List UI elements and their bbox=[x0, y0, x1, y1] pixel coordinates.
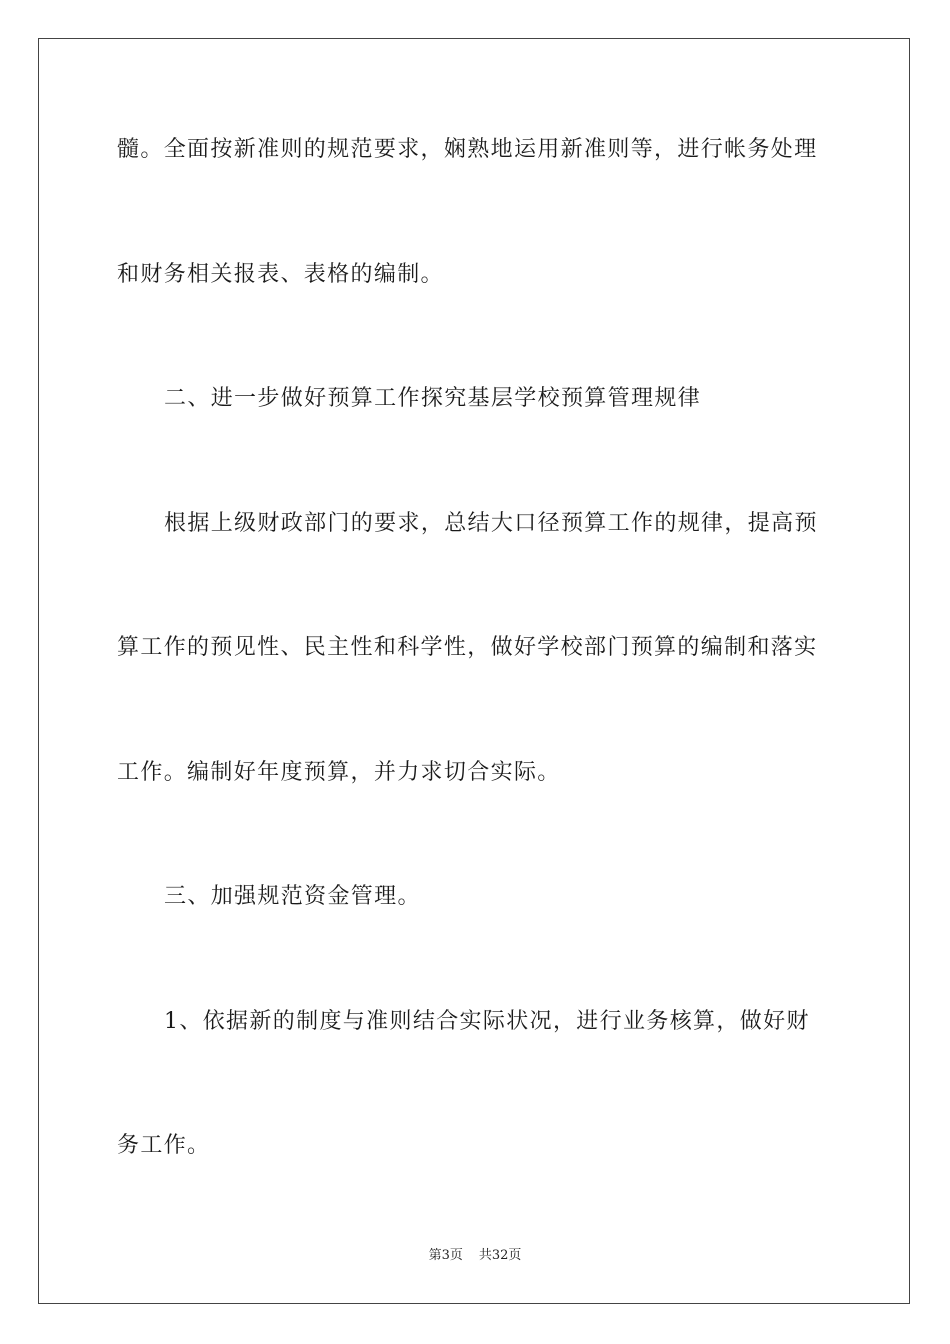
page-border bbox=[38, 38, 910, 1304]
section-heading: 二、进一步做好预算工作探究基层学校预算管理规律 bbox=[164, 386, 702, 411]
paragraph-line: 和财务相关报表、表格的编制。 bbox=[117, 262, 444, 287]
page-footer bbox=[0, 1247, 950, 1265]
total-page-count: 共32页 bbox=[478, 1248, 522, 1263]
paragraph-line: 1、依据新的制度与准则结合实际状况，进行业务核算，做好财 bbox=[164, 1009, 810, 1034]
paragraph-line: 髓。全面按新准则的规范要求，娴熟地运用新准则等，进行帐务处理 bbox=[117, 137, 818, 162]
paragraph-line: 算工作的预见性、民主性和科学性，做好学校部门预算的编制和落实 bbox=[117, 635, 818, 660]
paragraph-line: 根据上级财政部门的要求，总结大口径预算工作的规律，提高预 bbox=[164, 511, 818, 536]
current-page-number: 第3页 bbox=[428, 1248, 463, 1263]
section-heading: 三、加强规范资金管理。 bbox=[164, 884, 421, 909]
paragraph-line: 工作。编制好年度预算，并力求切合实际。 bbox=[117, 760, 561, 785]
paragraph-line: 务工作。 bbox=[117, 1133, 211, 1158]
